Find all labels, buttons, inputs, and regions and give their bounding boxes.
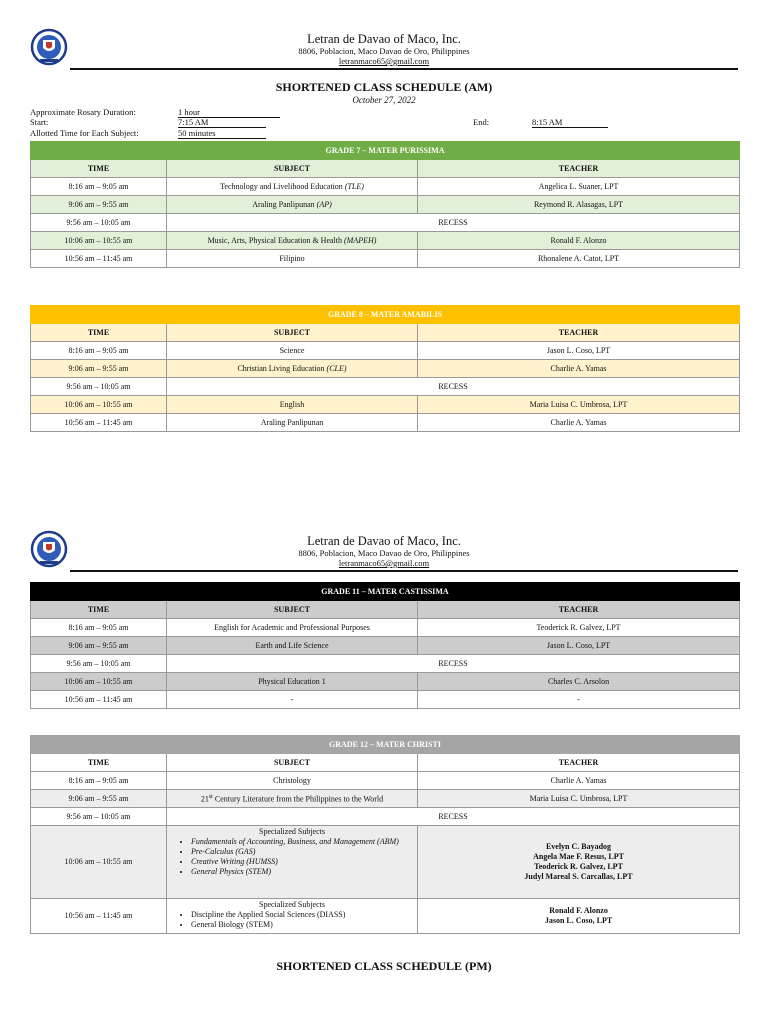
table-row [31, 414, 740, 432]
subject-cell: Filipino [167, 250, 418, 268]
table-row [31, 772, 740, 790]
time-cell: 10:06 am – 10:55 am [31, 232, 167, 250]
letterhead-bottom [30, 534, 738, 574]
col-time: TIME [31, 160, 167, 178]
teacher-cell: Charles C. Arsolon [418, 673, 740, 691]
list-item: • Creative Writing (HUMSS) [191, 857, 413, 867]
time-cell: 8:16 am – 9:05 am [31, 342, 167, 360]
table-row [31, 673, 740, 691]
specialized-heading: Specialized Subjects [259, 900, 325, 909]
grade11-title: GRADE 11 – MATER CASTISSIMA [31, 583, 740, 601]
time-cell: 10:06 am – 10:55 am [31, 396, 167, 414]
teacher-cell: Evelyn C. Bayadog Angela Mae F. Resus, LPT Teoderick R. Galvez, LPT Judyl Mareal S. Carcallas, LPT [418, 826, 740, 899]
table-row [31, 196, 740, 214]
grade8-title: GRADE 8 – MATER AMABILIS [31, 306, 740, 324]
table-row [31, 396, 740, 414]
subject-cell: English for Academic and Professional Purposes [167, 619, 418, 637]
recess-cell: RECESS [167, 655, 740, 673]
time-cell: 10:56 am – 11:45 am [31, 414, 167, 432]
table-row [31, 232, 740, 250]
col-time: TIME [31, 601, 167, 619]
list-item: • Pre-Calculus (GAS) [191, 847, 413, 857]
subject-cell: Araling Panlipunan (AP) [167, 196, 418, 214]
time-cell: 9:06 am – 9:55 am [31, 360, 167, 378]
time-cell: 10:06 am – 10:55 am [31, 673, 167, 691]
col-time: TIME [31, 754, 167, 772]
subject-cell: Physical Education 1 [167, 673, 418, 691]
list-item: • Discipline the Applied Social Sciences (DIASS) [191, 910, 413, 920]
recess-row [31, 808, 740, 826]
col-subject: SUBJECT [167, 324, 418, 342]
schedule-date: October 27, 2022 [352, 95, 416, 105]
org-address: 8806, Poblacion, Maco Davao de Oro, Philippines [298, 548, 470, 558]
table-row [31, 250, 740, 268]
org-email[interactable]: letranmaco65@gmail.com [338, 56, 430, 66]
col-subject: SUBJECT [167, 160, 418, 178]
time-cell: 10:06 am – 10:55 am [31, 826, 167, 899]
allotted-value: 50 minutes [178, 128, 266, 139]
start-value: 7:15 AM [178, 117, 266, 128]
grade12-table [30, 735, 740, 934]
subject-cell: English [167, 396, 418, 414]
teacher-cell: Maria Luisa C. Umbrosa, LPT [418, 396, 740, 414]
teacher-cell: Charlie A. Yamas [418, 360, 740, 378]
list-item: • General Biology (STEM) [191, 920, 413, 930]
teacher-cell: Charlie A. Yamas [418, 772, 740, 790]
time-cell: 9:06 am – 9:55 am [31, 196, 167, 214]
subject-cell: Earth and Life Science [167, 637, 418, 655]
table-row [31, 790, 740, 808]
grade12-title: GRADE 12 – MATER CHRISTI [31, 736, 740, 754]
specialized-row [31, 899, 740, 934]
table-row [31, 691, 740, 709]
subject-cell: Christology [167, 772, 418, 790]
header-rule [70, 68, 738, 70]
grade11-table [30, 582, 740, 709]
col-time: TIME [31, 324, 167, 342]
subject-cell: Music, Arts, Physical Education & Health (MAPEH) [167, 232, 418, 250]
teacher-cell: Charlie A. Yamas [418, 414, 740, 432]
teacher-cell: - [418, 691, 740, 709]
schedule-info [30, 107, 738, 139]
subject-cell: Araling Panlipunan [167, 414, 418, 432]
time-cell: 10:56 am – 11:45 am [31, 250, 167, 268]
org-name: Letran de Davao of Maco, Inc. [307, 534, 461, 548]
time-cell: 9:56 am – 10:05 am [31, 214, 167, 232]
col-teacher: TEACHER [418, 324, 740, 342]
time-cell: 10:56 am – 11:45 am [31, 899, 167, 934]
grade7-title: GRADE 7 – MATER PURISSIMA [31, 142, 740, 160]
table-row [31, 637, 740, 655]
org-email[interactable]: letranmaco65@gmail.com [338, 558, 430, 568]
teacher-cell: Angelica L. Suaner, LPT [418, 178, 740, 196]
subject-cell: Technology and Livelihood Education (TLE) [167, 178, 418, 196]
grade8-table [30, 305, 740, 432]
recess-cell: RECESS [167, 808, 740, 826]
subject-cell: Science [167, 342, 418, 360]
time-cell: 9:06 am – 9:55 am [31, 790, 167, 808]
time-cell: 9:56 am – 10:05 am [31, 655, 167, 673]
table-row [31, 360, 740, 378]
teacher-cell: Ronald F. Alonzo [418, 232, 740, 250]
end-label: End: [473, 117, 490, 127]
rosary-label: Approximate Rosary Duration: [30, 107, 136, 117]
page-title-am: SHORTENED CLASS SCHEDULE (AM) [275, 80, 493, 94]
recess-row [31, 655, 740, 673]
subject-cell: - [167, 691, 418, 709]
teacher-cell: Maria Luisa C. Umbrosa, LPT [418, 790, 740, 808]
table-row [31, 619, 740, 637]
recess-cell: RECESS [167, 214, 740, 232]
time-cell: 8:16 am – 9:05 am [31, 772, 167, 790]
time-cell: 9:06 am – 9:55 am [31, 637, 167, 655]
letterhead-top [30, 32, 738, 72]
specialized-heading: Specialized Subjects [259, 827, 325, 836]
allotted-label: Allotted Time for Each Subject: [30, 128, 139, 138]
header-rule [70, 570, 738, 572]
time-cell: 8:16 am – 9:05 am [31, 178, 167, 196]
org-address: 8806, Poblacion, Maco Davao de Oro, Philippines [298, 46, 470, 56]
specialized-row [31, 826, 740, 899]
time-cell: 10:56 am – 11:45 am [31, 691, 167, 709]
page-title-pm: SHORTENED CLASS SCHEDULE (PM) [276, 959, 492, 973]
recess-row [31, 214, 740, 232]
teacher-cell: Teoderick R. Galvez, LPT [418, 619, 740, 637]
teacher-cell: Ronald F. Alonzo Jason L. Coso, LPT [418, 899, 740, 934]
col-teacher: TEACHER [418, 754, 740, 772]
teacher-cell: Jason L. Coso, LPT [418, 637, 740, 655]
teacher-cell: Reymond R. Alasagas, LPT [418, 196, 740, 214]
time-cell: 9:56 am – 10:05 am [31, 378, 167, 396]
col-teacher: TEACHER [418, 601, 740, 619]
specialized-subjects-cell [167, 899, 418, 934]
table-row [31, 178, 740, 196]
teacher-cell: Jason L. Coso, LPT [418, 342, 740, 360]
time-cell: 9:56 am – 10:05 am [31, 808, 167, 826]
org-name: Letran de Davao of Maco, Inc. [307, 32, 461, 46]
table-row [31, 342, 740, 360]
time-cell: 8:16 am – 9:05 am [31, 619, 167, 637]
col-subject: SUBJECT [167, 601, 418, 619]
end-value: 8:15 AM [532, 117, 608, 128]
subject-cell: 21st Century Literature from the Philippines to the World [167, 790, 418, 808]
teacher-cell: Rhonalene A. Catot, LPT [418, 250, 740, 268]
specialized-subjects-cell [167, 826, 418, 899]
list-item: • General Physics (STEM) [191, 867, 413, 877]
col-subject: SUBJECT [167, 754, 418, 772]
subject-cell: Christian Living Education (CLE) [167, 360, 418, 378]
start-label: Start: [30, 117, 49, 127]
rosary-value: 1 hour [178, 107, 280, 118]
grade7-table [30, 141, 740, 268]
recess-cell: RECESS [167, 378, 740, 396]
recess-row [31, 378, 740, 396]
col-teacher: TEACHER [418, 160, 740, 178]
list-item: • Fundamentals of Accounting, Business, and Management (ABM) [191, 837, 413, 847]
